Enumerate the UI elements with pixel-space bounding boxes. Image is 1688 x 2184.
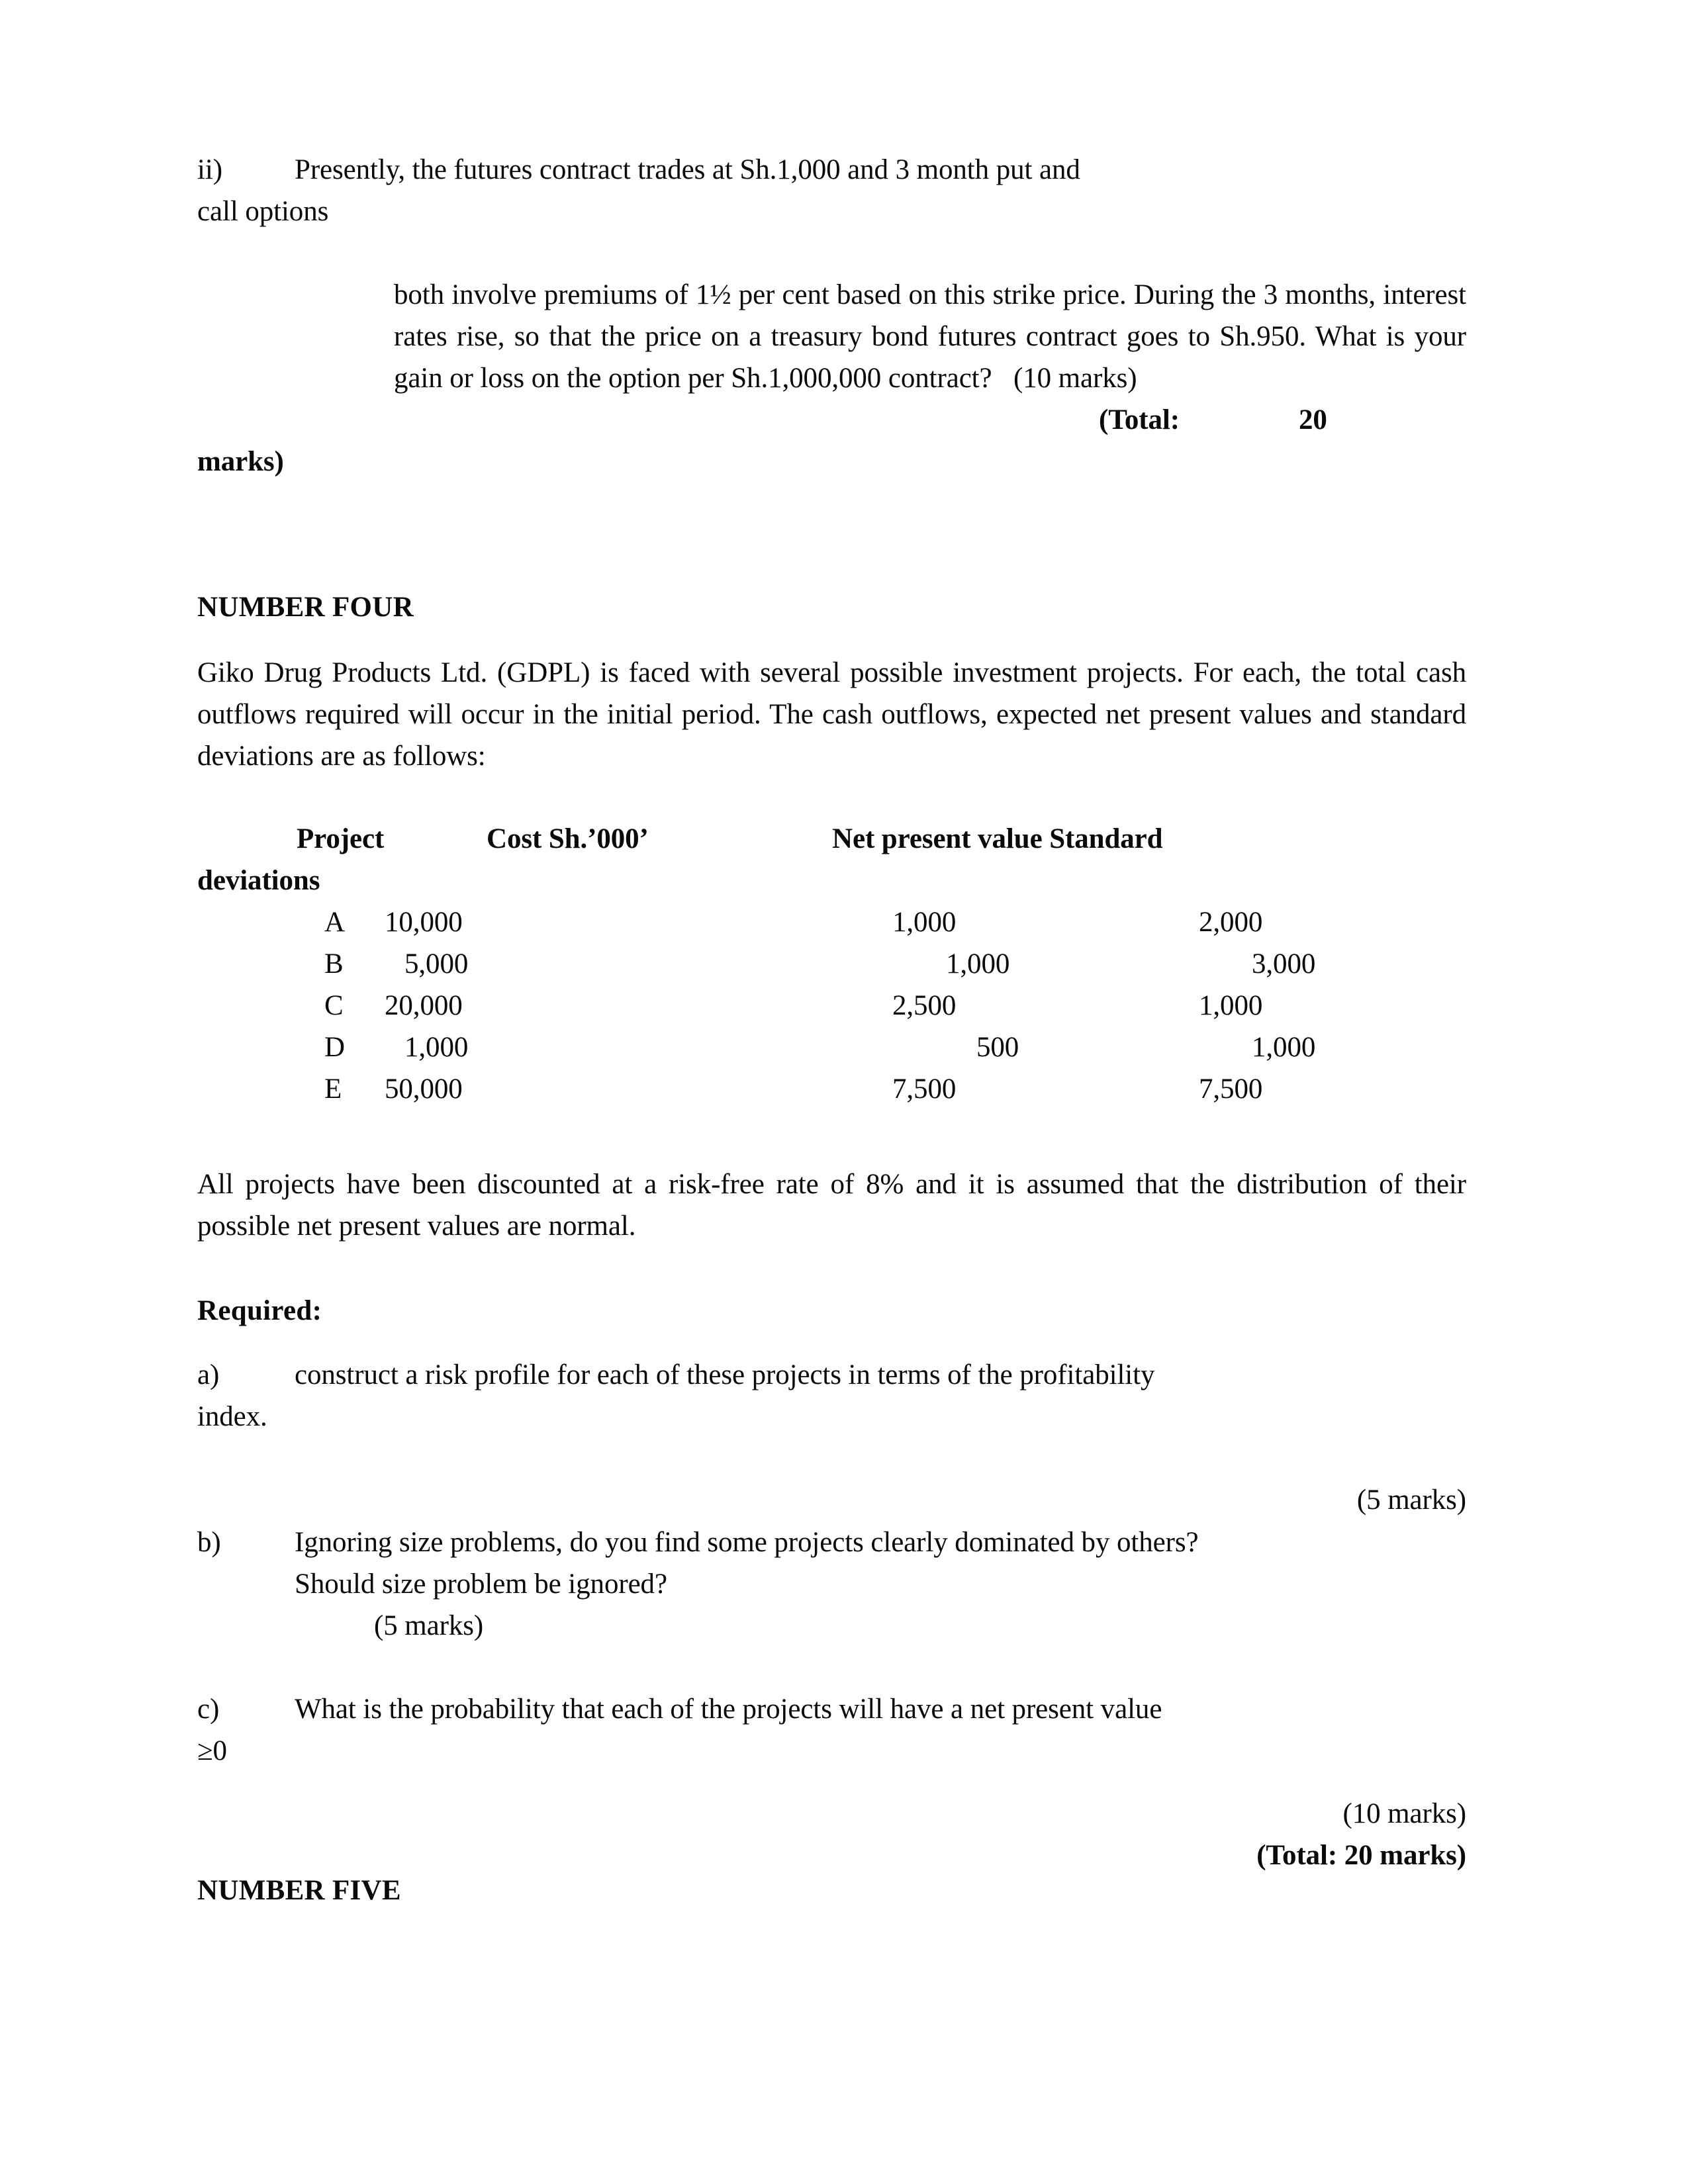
cell-project: A [324, 907, 345, 938]
part-a-text: construct a risk profile for each of these projects in terms of the profitability [295, 1359, 1155, 1390]
part-b-line-1: Ignoring size problems, do you find some projects clearly dominated by others? [295, 1527, 1199, 1558]
part-b-line-2: Should size problem be ignored? [295, 1569, 667, 1600]
table-header-overflow-row [197, 860, 1466, 901]
table-row [197, 985, 1466, 1026]
cell-cost: 20,000 [385, 990, 463, 1021]
column-header-project: Project [297, 823, 385, 854]
spacer [197, 1437, 1466, 1479]
cell-cost: 5,000 [404, 948, 469, 979]
question-ii-total-value: 20 [1299, 404, 1327, 435]
part-b-marks: (5 marks) [374, 1610, 484, 1641]
cell-sd: 2,000 [1199, 907, 1263, 938]
project-table [197, 818, 1466, 1110]
part-c-marker: c) [197, 1694, 220, 1725]
column-header-npv-sd: Net present value Standard [832, 823, 1163, 854]
cell-sd: 3,000 [1252, 948, 1316, 979]
question-ii-marks: (10 marks) [1013, 363, 1137, 394]
cell-npv: 1,000 [946, 948, 1010, 979]
part-a-overflow-word: index. [197, 1401, 267, 1432]
part-a-block [197, 1354, 1466, 1521]
question-ii-overflow-word: call options [197, 196, 329, 227]
question-ii-total-row [197, 399, 1466, 441]
part-b-block [197, 1522, 1466, 1647]
question-ii-lead-line [197, 149, 1466, 191]
question-ii-body: both involve premiums of 1½ per cent based on this strike price. During the 3 months, interest rates rise, so that the price on a treasury bond futures contract goes to Sh.950. What is your gain or loss on the option per Sh.1,000,000 contract? [394, 279, 1466, 394]
assumption-paragraph: All projects have been discounted at a risk-free rate of 8% and it is assumed that the distribution of their possible net present values are normal. [197, 1169, 1466, 1242]
cell-project: E [324, 1073, 342, 1105]
column-header-cost: Cost Sh.’000’ [487, 823, 649, 854]
cell-project: D [324, 1032, 345, 1063]
cell-sd: 1,000 [1199, 990, 1263, 1021]
table-row [197, 1068, 1466, 1110]
cell-cost: 1,000 [404, 1032, 469, 1063]
table-row [197, 1026, 1466, 1068]
part-c-overflow-word: ≥0 [197, 1735, 227, 1766]
table-row [197, 943, 1466, 985]
part-a-line [197, 1354, 1466, 1396]
part-c-marks: (10 marks) [1342, 1798, 1466, 1829]
required-label: Required: [197, 1295, 322, 1326]
cell-npv: 2,500 [892, 990, 957, 1021]
number-four-heading: NUMBER FOUR [197, 592, 414, 623]
part-a-marker: a) [197, 1359, 220, 1390]
cell-cost: 10,000 [385, 907, 463, 938]
cell-npv: 1,000 [892, 907, 957, 938]
part-c-block [197, 1688, 1466, 1876]
table-header-row [197, 818, 1466, 860]
cell-npv: 500 [976, 1032, 1019, 1063]
column-header-deviations: deviations [197, 865, 320, 896]
question-ii-block [197, 149, 1466, 482]
number-five-heading: NUMBER FIVE [197, 1875, 401, 1906]
question-ii-total-label: (Total: [1099, 404, 1180, 435]
cell-project: B [324, 948, 344, 979]
question-ii-total-overflow: marks) [197, 446, 284, 477]
cell-npv: 7,500 [892, 1073, 957, 1105]
cell-sd: 1,000 [1252, 1032, 1316, 1063]
part-b-marker: b) [197, 1527, 221, 1558]
cell-sd: 7,500 [1199, 1073, 1263, 1105]
cell-project: C [324, 990, 344, 1021]
part-c-text: What is the probability that each of the projects will have a net present value [295, 1694, 1162, 1725]
spacer [197, 1772, 1466, 1793]
question-ii-lead-text: Presently, the futures contract trades at Sh.1,000 and 3 month put and [295, 154, 1080, 185]
question-ii-marker: ii) [197, 154, 222, 185]
number-four-intro: Giko Drug Products Ltd. (GDPL) is faced with several possible investment projects. For each, the total cash outflows required will occur in the initial period. The cash outflows, expected net present values and standard deviations are as follows: [197, 657, 1466, 772]
cell-cost: 50,000 [385, 1073, 463, 1105]
number-four-total: (Total: 20 marks) [1256, 1840, 1466, 1871]
table-row [197, 901, 1466, 943]
part-c-line [197, 1688, 1466, 1730]
spacer [197, 232, 1466, 274]
part-a-marks: (5 marks) [1356, 1484, 1466, 1516]
